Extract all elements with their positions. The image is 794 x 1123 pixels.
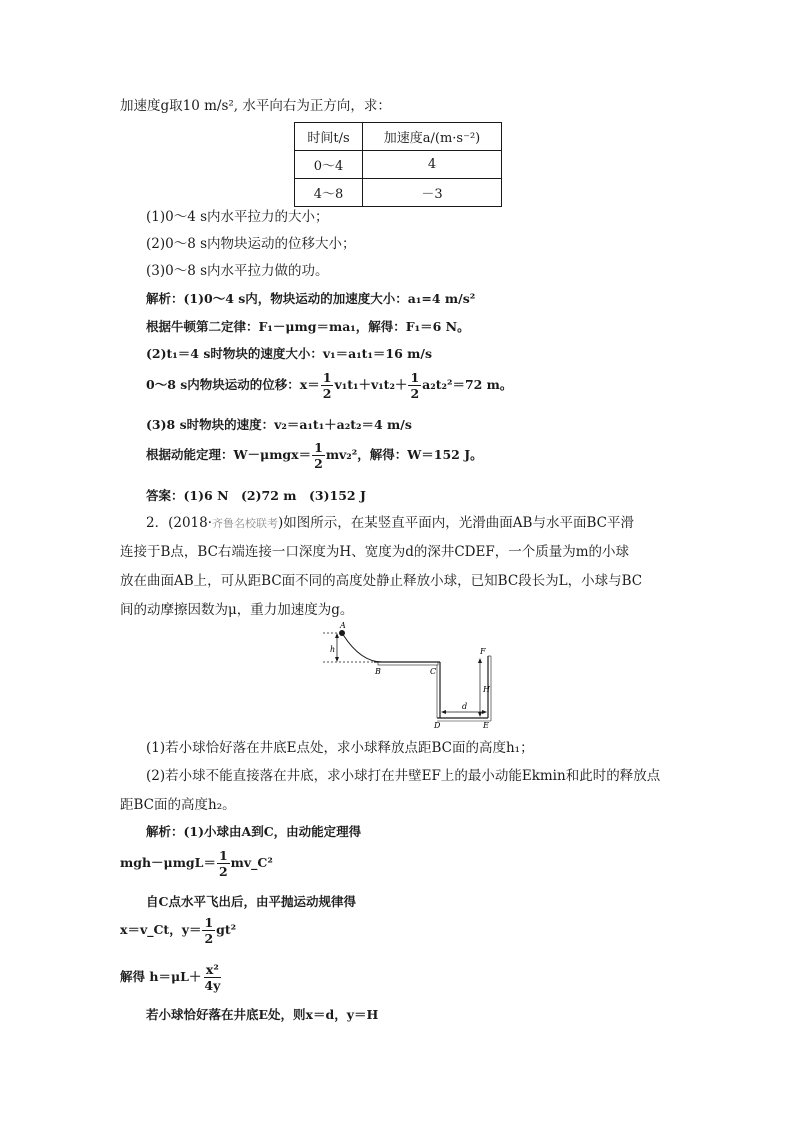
fraction-numerator: 1 <box>410 370 420 385</box>
sol1-line4-text: v₁t₁＋v₁t₂＋ <box>334 377 408 392</box>
label-d: D <box>434 721 441 730</box>
problem2-line1 <box>146 514 634 533</box>
fraction-denominator: 2 <box>314 456 323 471</box>
q2-part1: (1)若小球恰好落在井底E点处，求小球释放点距BC面的高度h₁； <box>146 740 534 756</box>
well-diagram <box>320 618 510 730</box>
q1-part2: (2)0～8 s内物块运动的位移大小； <box>146 236 356 252</box>
sol1-answer: 答案：(1)6 N (2)72 m (3)152 J <box>146 488 366 503</box>
table-cell: －3 <box>363 179 502 207</box>
table-header-acceleration: 加速度a/(m·s⁻²) <box>363 123 502 151</box>
sol1-line4-text: 0～8 s内物块运动的位移：x＝ <box>146 377 320 392</box>
problem2-source: 齐鲁名校联考 <box>212 517 279 530</box>
table-header-time: 时间t/s <box>295 123 363 151</box>
acceleration-table <box>294 122 502 207</box>
sol1-line4 <box>146 370 512 401</box>
label-f: F <box>480 647 486 656</box>
sol2-line5-text: 解得 h＝μL＋ <box>120 969 202 984</box>
table-cell: 4 <box>363 151 502 179</box>
curve-ab <box>342 633 382 662</box>
q1-part1: (1)0～4 s内水平拉力的大小； <box>146 209 329 225</box>
sol2-line1: 解析：(1)小球由A到C，由动能定理得 <box>146 824 362 839</box>
problem2-line3: 放在曲面AB上，可从距BC面不同的高度处静止释放小球，已知BC段长为L，小球与BC <box>120 573 643 589</box>
fraction-denominator: 4y <box>204 978 221 993</box>
fraction <box>217 848 230 879</box>
fraction-denominator: 2 <box>204 931 214 946</box>
q1-part3: (3)0～8 s内水平拉力做的功。 <box>146 263 329 279</box>
problem2-number: 2．(2018· <box>146 515 213 531</box>
label-c: C <box>430 667 437 676</box>
q2-part2a: (2)若小球不能直接落在井底，求小球打在井壁EF上的最小动能Ekmin和此时的释放点 <box>146 768 661 784</box>
label-b: B <box>375 667 381 676</box>
fraction-denominator: 2 <box>218 864 228 879</box>
sol1-line5: (3)8 s时物块的速度：v₂＝a₁t₁＋a₂t₂＝4 m/s <box>146 417 412 432</box>
h-arrowhead-down <box>335 657 339 662</box>
fraction-numerator: 1 <box>314 440 323 455</box>
d-arrowhead-left <box>441 710 446 714</box>
fraction-numerator: 1 <box>218 848 228 863</box>
fraction-denominator: 2 <box>410 386 420 401</box>
fraction <box>312 440 325 471</box>
fraction <box>321 370 334 401</box>
sol1-line6-text: 根据动能定理：W－μmgx＝ <box>146 447 312 462</box>
problem2-line4: 间的动摩擦因数为μ，重力加速度为g。 <box>120 602 354 618</box>
fraction <box>202 915 215 946</box>
H-arrowhead-down <box>478 712 482 717</box>
table-row <box>295 179 502 207</box>
sol1-line6-text: mv₂²，解得：W＝152 J。 <box>325 447 483 462</box>
sol2-line4-text: x＝v_Ct，y＝ <box>120 922 202 937</box>
h-arrowhead-up <box>335 633 339 638</box>
sol1-line3: (2)t₁＝4 s时物块的速度大小：v₁＝a₁t₁＝16 m/s <box>146 346 432 361</box>
sol2-line2-text: mv_C² <box>230 855 273 870</box>
sol2-line2-text: mgh－μmgL＝ <box>120 855 216 870</box>
sol2-line4 <box>120 915 236 946</box>
fraction <box>408 370 421 401</box>
sol1-line1: 解析：(1)0～4 s内，物块运动的加速度大小：a₁=4 m/s² <box>146 291 476 306</box>
fraction-numerator: 1 <box>322 370 332 385</box>
sol2-line3: 自C点水平飞出后，由平抛运动规律得 <box>146 894 356 909</box>
label-H: H <box>483 685 490 694</box>
table-cell: 4～8 <box>295 179 363 207</box>
d-arrowhead-right <box>482 710 487 714</box>
fraction <box>202 962 222 993</box>
sol2-line2 <box>120 848 273 879</box>
sol2-line4-text: gt² <box>216 922 237 937</box>
problem2-line2: 连接于B点，BC右端连接一口深度为H、宽度为d的深井CDEF，一个质量为m的小球 <box>120 544 630 560</box>
label-h: h <box>330 645 336 654</box>
fraction-denominator: 2 <box>322 386 332 401</box>
ball-icon <box>339 630 345 636</box>
q2-part2b: 距BC面的高度h₂。 <box>120 797 236 813</box>
table-header-row <box>295 123 502 151</box>
sol2-line5 <box>120 962 223 993</box>
sol2-line6: 若小球恰好落在井底E处，则x＝d，y＝H <box>146 1007 379 1022</box>
label-d-width: d <box>462 702 468 711</box>
fraction-numerator: x² <box>205 962 219 977</box>
H-arrowhead-up <box>478 658 482 663</box>
table-cell: 0～4 <box>295 151 363 179</box>
sol1-line6 <box>146 440 483 471</box>
table-row <box>295 151 502 179</box>
problem2-line1-text: )如图所示，在某竖直平面内，光滑曲面AB与水平面BC平滑 <box>278 515 634 531</box>
label-e: E <box>483 721 489 730</box>
sol1-line2: 根据牛顿第二定律：F₁－μmg＝ma₁，解得：F₁＝6 N。 <box>146 319 470 334</box>
fraction-numerator: 1 <box>204 915 214 930</box>
intro-line: 加速度g取10 m/s², 水平向右为正方向，求： <box>120 98 391 114</box>
sol1-line4-text: a₂t₂²＝72 m。 <box>422 377 513 392</box>
label-a: A <box>340 621 346 630</box>
